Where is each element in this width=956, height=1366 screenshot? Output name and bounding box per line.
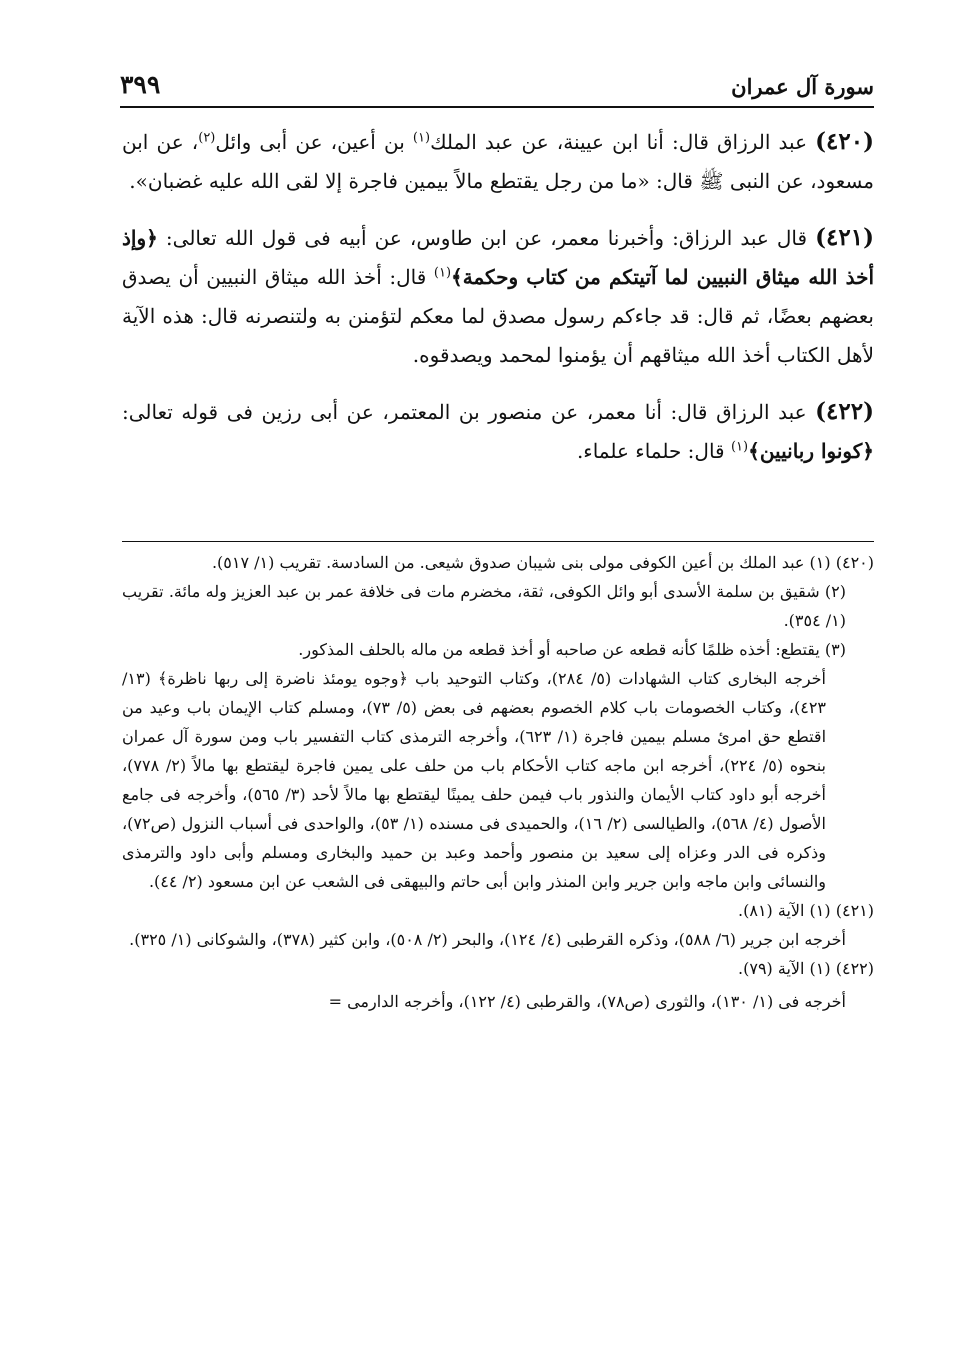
main-text [122,122,874,488]
header-rule [120,106,874,108]
footnote-separator [122,541,874,542]
hadith-text: عبد الرزاق قال: أنا ابن عيينة، عن عبد الملك [430,130,816,154]
footnote-422-1: (٤٢٢) (١) الآية (٧٩). [738,959,874,978]
hadith-421 [122,218,874,375]
hadith-text: قال عبد الرزاق: وأخبرنا معمر، عن ابن طاوس، عن أبيه فى قول الله تعالى: [157,226,816,250]
footnote-420-1: (٤٢٠) (١) عبد الملك بن أعين الكوفى مولى بنى شيبان صدوق شيعى. من السادسة. تقريب (١/ ٥١٧). [211,553,874,572]
quran-verse: ﴿وإذ أخذ الله ميثاق النبيين لما آتيتكم من كتاب وحكمة﴾ [122,226,875,289]
footnote-421-1: (٤٢١) (١) الآية (٨١). [738,901,874,920]
footnote-ref: (١) [412,130,431,146]
hadith-number: (٤٢١) [815,224,874,251]
footnote-ref: (٢) [198,130,216,146]
footnote-420-2: (٢) شقيق بن سلمة الأسدى أبو وائل الكوفى، ثقة، مخضرم مات فى خلافة عمر بن عبد العزيز وله مائة. تقريب (١/ ٣٥٤). [122,582,847,630]
footnote-420-3: (٣) يقتطع: أخذه ظلمًا كأنه قطعه عن صاحبه أو أخذ قطعه من ماله بالحلف المذكور. [298,640,846,659]
footnote-ref: (١) [433,265,452,281]
footnote-ref: (١) [730,439,749,455]
hadith-text: بن أعين، عن أبى وائل [215,130,413,154]
quran-verse: ﴿كونوا ربانيين﴾ [748,439,874,463]
hadith-number: (٤٢٢) [815,398,874,425]
page-number: ٣٩٩ [120,70,161,99]
page-header [120,66,874,106]
hadith-422 [122,392,874,471]
footnotes [122,548,874,1016]
hadith-text: ، عن ابن مسعود، عن النبى ﷺ قال: «ما من رجل يقتطع مالاً بيمين فاجرة إلا لقى الله عليه غضبان». [122,130,874,193]
hadith-420 [122,122,874,201]
hadith-text: عبد الرزاق قال: أنا معمر، عن منصور بن المعتمر، عن أبى رزين فى قوله تعالى: [122,400,816,424]
takhrij-421: أخرجه ابن جرير (٦/ ٥٨٨)، وذكره القرطبى (٤/ ١٢٤)، والبحر (٢/ ٥٠٨)، وابن كثير (٣٧٨)، والشوكانى (١/ ٣٢٥). [129,930,846,949]
hadith-text: قال: حلماء علماء. [576,439,731,463]
surah-title: سورة آل عمران [731,74,874,99]
takhrij-420: أخرجه البخارى كتاب الشهادات (٥/ ٢٨٤)، وكتاب التوحيد باب ﴿وجوه يومئذ ناضرة إلى ربها ناظرة﴾ (١٣/ ٤٢٣)، وكتاب الخصومات باب كلام الخصوم بعضهم فى بعض (٥/ ٧٣)، ومسلم كتاب الإيمان باب وعيد من اقتطع حق امرئ مسلم بيمين فاجرة (١/ ٦٢٣)، وأخرجه الترمذى كتاب التفسير باب ومن سورة آل عمران بنحوه (٥/ ٢٢٤)، أخرجه ابن ماجه كتاب الأحكام باب من حلف على يمين فاجرة ليقتطع بها مالاً (٢/ ٧٧٨)، أخرجه أبو داود كتاب الأيمان والنذور باب فيمن حلف يمينًا ليقتطع بها مالاً لأحد (٣/ ٥٦٥)، وأخرجه فى جامع الأصول (٤/ ٥٦٨)، والطيالسى (٢/ ١٦)، والحميدى فى مسنده (١/ ٥٣)، والواحدى فى أسباب النزول (ص٧٢)، وذكره فى الدر وعزاه إلى سعيد بن منصور وأحمد وعبد بن حميد والبخارى ومسلم وأبى داود والترمذى والنسائى وابن ماجه وابن جرير وابن المنذر وابن أبى حاتم والبيهقى فى الشعب عن ابن مسعود (٢/ ٤٤). [122,669,827,891]
hadith-number: (٤٢٠) [815,128,874,155]
hadith-text: قال: أخذ الله ميثاق النبيين أن يصدق بعضهم بعضًا، ثم قال: قد جاءكم رسول مصدق لما معكم لتؤمنن به ولتنصرنه قال: هذه الآية لأهل الكتاب أخذ الله ميثاقهم أن يؤمنوا لمحمد ويصدقوه. [122,265,874,367]
takhrij-422: أخرجه فى (١/ ١٣٠)، والثورى (ص٧٨)، والقرطبى (٤/ ١٢٢)، وأخرجه الدارمى = [328,992,846,1011]
